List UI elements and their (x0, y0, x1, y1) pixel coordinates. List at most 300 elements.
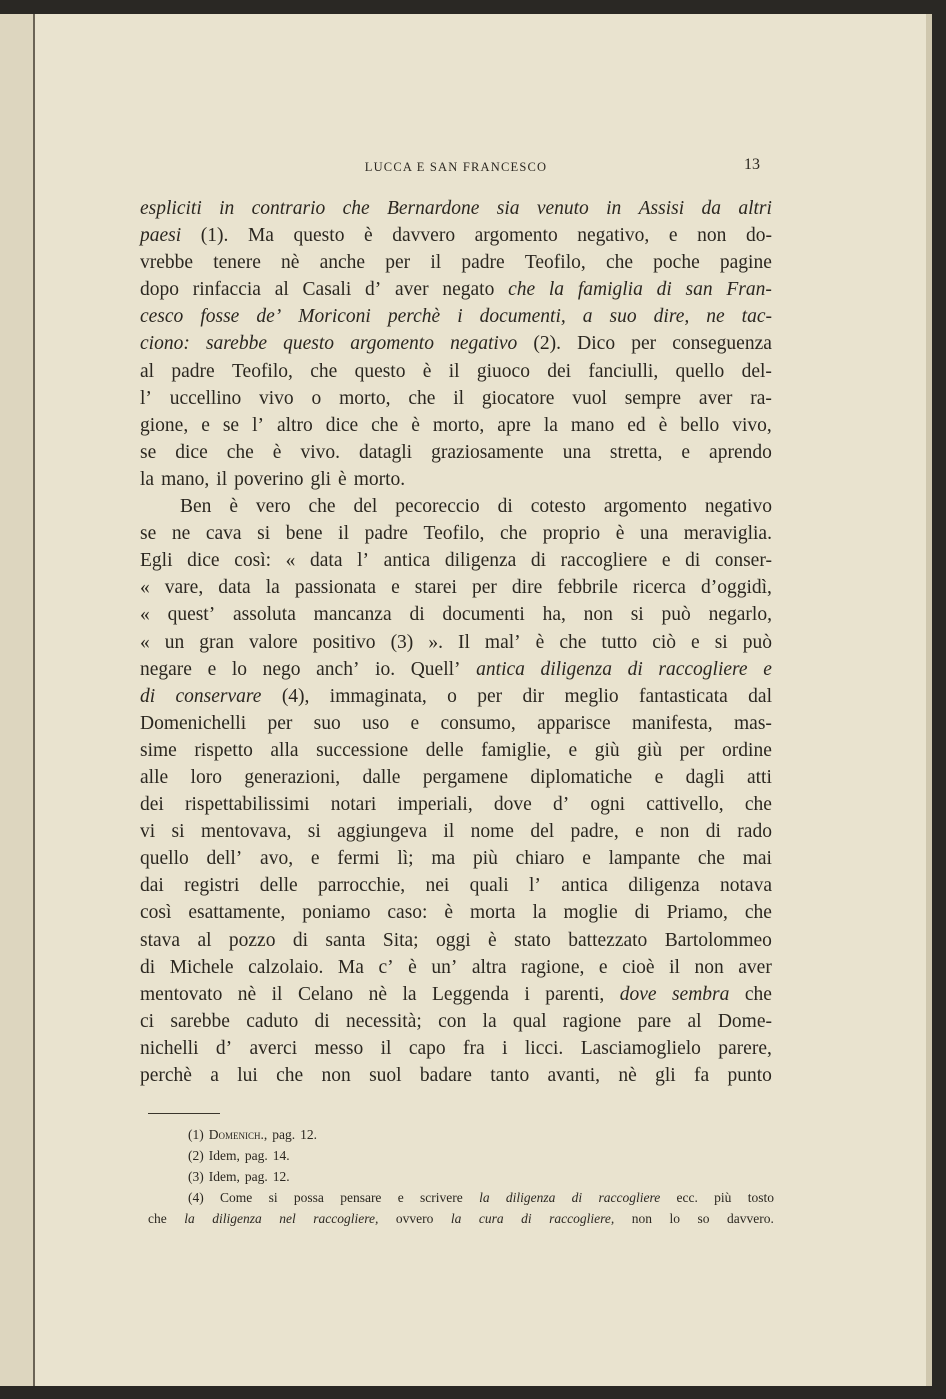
word: delle (425, 739, 464, 761)
word: la (184, 1211, 195, 1226)
word: registri (184, 875, 240, 897)
word: è (615, 523, 625, 545)
word: Il (457, 631, 470, 653)
word: febbrile (557, 577, 618, 599)
word: ecc. (676, 1190, 698, 1205)
word: di (140, 956, 156, 978)
word: che (310, 360, 338, 382)
word: a (582, 306, 593, 328)
word: « (140, 631, 150, 653)
word: la (140, 468, 155, 490)
word: il (380, 1037, 392, 1059)
word: e (397, 1190, 404, 1205)
word: Domenichelli (140, 712, 247, 734)
word: che (605, 252, 633, 274)
word: che (308, 496, 336, 518)
word: giuoco (476, 360, 530, 382)
text-line (140, 818, 772, 845)
word: la (543, 414, 558, 436)
word: altra (471, 956, 507, 978)
text-line (140, 629, 772, 656)
word: Dome- (717, 1010, 772, 1032)
word: consumo, (440, 712, 516, 734)
word: è (272, 441, 282, 463)
word: questo (283, 333, 335, 355)
word: Moriconi (298, 306, 371, 328)
word: lui (237, 1065, 258, 1086)
page-number: 13 (744, 156, 760, 173)
text-line (140, 1008, 772, 1035)
word: cava (205, 523, 242, 545)
word: dal (748, 685, 772, 707)
word: capo (408, 1037, 446, 1059)
word: Teofilo, (524, 252, 586, 274)
word: espliciti (140, 198, 202, 219)
page-header (140, 158, 772, 178)
word: punto (727, 1065, 772, 1086)
word: messo (314, 1037, 364, 1059)
word: parrocchie, (318, 875, 406, 897)
word: in (219, 198, 235, 219)
word: sembra (671, 983, 730, 1005)
word: Quell’ (410, 658, 461, 680)
word: è (411, 414, 420, 436)
word: pozzo (228, 929, 276, 951)
text-line (140, 656, 772, 683)
word: vero (255, 496, 291, 518)
word: graziosamente (431, 441, 544, 463)
word: loro (190, 766, 222, 788)
word: vrebbe (140, 252, 194, 274)
word: Priamo, (666, 902, 728, 924)
word: possa (293, 1190, 324, 1205)
word: oggi (435, 929, 471, 951)
word: de’ (256, 306, 282, 328)
word: sempre (624, 387, 682, 409)
text-line (140, 601, 772, 628)
word: e (568, 739, 578, 761)
word: pare (637, 1010, 672, 1032)
word: può (742, 631, 772, 653)
word: ma (431, 848, 456, 870)
word: moglie (563, 902, 618, 924)
word: davvero. (727, 1211, 774, 1226)
word: santa (325, 929, 366, 951)
word: ricerca (632, 577, 686, 599)
word: il (453, 387, 465, 409)
word: d’oggidì, (700, 577, 772, 599)
word: aprendo (709, 441, 772, 463)
word: paesi (140, 225, 182, 247)
word: starei (414, 577, 457, 599)
word: mentovato (140, 983, 223, 1005)
word: la (482, 1010, 497, 1032)
word: (2) (188, 1148, 204, 1163)
word: nego (262, 658, 301, 680)
word: e (391, 577, 400, 599)
body-text (140, 195, 772, 1089)
word: è (488, 929, 497, 951)
word: altri (738, 198, 772, 219)
word: lo (669, 1211, 681, 1226)
word: e (201, 414, 210, 436)
word: si (630, 604, 644, 626)
word: calzolaio. (248, 956, 324, 978)
word: ragione, (521, 956, 585, 978)
word: dopo (140, 279, 179, 301)
word: fantasticata (639, 685, 728, 707)
word: morto, (432, 414, 485, 436)
word: nichelli (140, 1037, 199, 1059)
word: nome (470, 821, 514, 843)
word: che (508, 279, 536, 301)
word: di (140, 685, 156, 707)
word: da (701, 198, 721, 219)
word: pecoreccio (395, 496, 480, 518)
word: dove (493, 794, 532, 816)
word: diplomatiche (530, 766, 633, 788)
text-line (140, 737, 772, 764)
word: cotesto (530, 496, 586, 518)
word: suo (313, 712, 341, 734)
word: a (210, 1065, 219, 1086)
word: per (631, 333, 657, 355)
word: morto, (339, 387, 391, 409)
word: badare (419, 1065, 472, 1086)
word: i (457, 306, 463, 328)
word: averci (249, 1037, 298, 1059)
word: fanciulli, (588, 360, 659, 382)
word: del (353, 496, 378, 518)
word: necessità; (345, 1010, 422, 1032)
word: c’ (378, 956, 394, 978)
word: di (705, 821, 721, 843)
word: diligenza (628, 875, 700, 897)
word: sime (140, 739, 177, 761)
word: Teofilo, (423, 523, 485, 545)
word: gran (199, 631, 234, 653)
word: che (148, 1211, 167, 1226)
footnotes (148, 1124, 774, 1229)
word: non (660, 821, 690, 843)
footnote-rule (148, 1113, 220, 1114)
word: (4), (281, 685, 310, 707)
word: diligenza (505, 1190, 556, 1205)
word: alle (140, 766, 169, 788)
word: e (654, 766, 664, 788)
word: così: (234, 550, 272, 572)
text-line (140, 466, 772, 493)
word: diligenza (540, 658, 613, 680)
word: nè (368, 983, 388, 1005)
word: una (562, 441, 591, 463)
word: vuol (572, 387, 607, 409)
word: non (697, 225, 727, 247)
word: si (268, 1190, 278, 1205)
text-line (140, 249, 772, 276)
word: pag. (244, 1148, 268, 1163)
word: pag. (272, 1127, 296, 1142)
word: dice (187, 550, 220, 572)
word: con (438, 1010, 467, 1032)
word: che (744, 794, 772, 816)
word: tosto (747, 1190, 774, 1205)
word: un’ (431, 956, 458, 978)
word: e (410, 712, 420, 734)
word: apre (497, 414, 531, 436)
word: apparisce (537, 712, 611, 734)
book-page (0, 14, 932, 1386)
word: datagli (359, 441, 413, 463)
word: pergamene (422, 766, 508, 788)
text-line (140, 791, 772, 818)
word: che (408, 387, 436, 409)
word: si (714, 631, 728, 653)
word: nè (281, 252, 300, 274)
word: stato (514, 929, 551, 951)
footnote-line (148, 1208, 774, 1229)
text-line (140, 385, 772, 412)
word: imperiali, (397, 794, 473, 816)
word: al (197, 929, 212, 951)
word: conser- (714, 550, 772, 572)
word: pag. (244, 1169, 268, 1184)
word: davvero (392, 225, 456, 247)
word: bello (680, 414, 720, 436)
word: è (535, 631, 545, 653)
word: del (530, 821, 555, 843)
word: dice (325, 414, 359, 436)
word: quello (140, 848, 189, 870)
word: padre, (570, 821, 619, 843)
word: che (500, 523, 528, 545)
word: 14. (272, 1148, 290, 1163)
word: d’ (365, 279, 382, 301)
word: per (267, 712, 293, 734)
word: la (450, 1211, 462, 1226)
word: di (314, 1010, 330, 1032)
word: poche (653, 252, 700, 274)
word: dire (511, 577, 543, 599)
word: che (697, 848, 725, 870)
word: che (559, 631, 587, 653)
word: nei (425, 875, 450, 897)
word: dir (522, 685, 545, 707)
word: lo (231, 658, 248, 680)
word: cattivello, (646, 794, 724, 816)
word: che (226, 441, 254, 463)
word: pagine (719, 252, 772, 274)
word: perchè (140, 1065, 192, 1086)
word: è (658, 414, 668, 436)
word: giocatore (481, 387, 555, 409)
word: ragione (562, 1010, 622, 1032)
word: notava (720, 875, 772, 897)
word: ». (428, 631, 443, 653)
word: vivo (259, 387, 294, 409)
word: fra (463, 1037, 485, 1059)
word: antica (561, 875, 608, 897)
word: in (606, 198, 622, 219)
word: vivo, (732, 414, 772, 436)
word: di (685, 550, 701, 572)
word: data (218, 577, 251, 599)
word: non (321, 1065, 351, 1086)
word: Celano (297, 983, 354, 1005)
word: tanto (490, 1065, 530, 1086)
word: gione, (140, 414, 189, 436)
word: mano (570, 414, 615, 436)
word: famiglie, (481, 739, 551, 761)
word: antica (476, 658, 525, 680)
word: la (402, 983, 417, 1005)
word: ed (627, 414, 646, 436)
word: se (140, 441, 157, 463)
word: rispettabilissimi (185, 794, 310, 816)
word: dai (140, 875, 164, 897)
word: mas- (734, 712, 772, 734)
word: raccogliere, (549, 1211, 615, 1226)
word: (4) (188, 1190, 204, 1205)
word: anche (319, 252, 366, 274)
word: per (385, 252, 411, 274)
word: e (310, 848, 320, 870)
word: i (524, 983, 530, 1005)
word: tutto (601, 631, 638, 653)
word: e (598, 956, 608, 978)
word: non (583, 604, 613, 626)
word: proprio (542, 523, 601, 545)
word: perchè (387, 306, 441, 328)
word: giù (594, 739, 620, 761)
word: per (471, 577, 497, 599)
word: quello (675, 360, 725, 382)
word: tac- (741, 306, 772, 328)
word: è (444, 902, 454, 924)
word: per (477, 685, 503, 707)
word: si (307, 821, 321, 843)
word: una (639, 523, 669, 545)
word: aggiungeva (337, 821, 428, 843)
word: fa (693, 1065, 710, 1086)
word: negato (442, 279, 495, 301)
word: e (763, 658, 772, 680)
word: e (691, 631, 700, 653)
word: dire, (653, 306, 690, 328)
word: stava (140, 929, 181, 951)
word: per (679, 739, 705, 761)
word: avanti, (547, 1065, 601, 1086)
word: Egli (140, 550, 173, 572)
word: vivo. (300, 441, 340, 463)
text-line (140, 683, 772, 710)
word: dove (619, 983, 657, 1005)
word: battezzato (568, 929, 648, 951)
word: scrivere (420, 1190, 463, 1205)
word: stretta, (609, 441, 663, 463)
word: più (714, 1190, 732, 1205)
word: positivo (312, 631, 376, 653)
word: assoluta (233, 604, 296, 626)
word: vare, (164, 577, 204, 599)
word: Dico (577, 333, 616, 355)
word: so (697, 1211, 710, 1226)
word: ci (140, 1010, 155, 1032)
word: passionata (294, 577, 377, 599)
word: raccogliere (598, 1190, 661, 1205)
word: generazioni, (244, 766, 341, 788)
word: raccogliere, (313, 1211, 379, 1226)
word: pensare (340, 1190, 382, 1205)
word: argomento (350, 333, 434, 355)
word: Idem, (208, 1169, 240, 1184)
word: morto. (353, 468, 406, 490)
text-line (140, 981, 772, 1008)
word: di (656, 279, 672, 301)
text-line (140, 439, 772, 466)
word: negativo (704, 496, 772, 518)
word: san (685, 279, 713, 301)
word: di (571, 1190, 583, 1205)
word: e (668, 225, 678, 247)
word: Assisi (638, 198, 685, 219)
word: Michele (169, 956, 234, 978)
word: licci. (524, 1037, 564, 1059)
text-line (140, 412, 772, 439)
word: io. (375, 658, 396, 680)
word: anch’ (316, 658, 360, 680)
footnote-line (148, 1166, 774, 1187)
word: manifesta, (632, 712, 713, 734)
word: ordine (722, 739, 772, 761)
word: (3) (390, 631, 414, 653)
word: ha, (542, 604, 566, 626)
text-line (140, 520, 772, 547)
word: successione (316, 739, 409, 761)
word: rinfaccia (192, 279, 261, 301)
word: ra- (750, 387, 772, 409)
word: mai (742, 848, 772, 870)
word: delle (259, 875, 298, 897)
word: o (311, 387, 322, 409)
word: che (371, 414, 399, 436)
running-title: LUCCA E SAN FRANCESCO (364, 160, 548, 174)
word: il (448, 360, 460, 382)
word: sarebbe (205, 333, 267, 355)
word: la (548, 279, 565, 301)
word: la (265, 577, 280, 599)
word: vi (140, 821, 156, 843)
word: l’ (252, 414, 264, 436)
word: poverino (234, 468, 304, 490)
word: il (443, 821, 455, 843)
word: può (661, 604, 691, 626)
text-line (140, 1062, 772, 1089)
word: suo (609, 306, 637, 328)
text-line (140, 574, 772, 601)
word: Domenich., (208, 1127, 268, 1142)
word: uccellino (169, 387, 242, 409)
word: argomento (603, 496, 687, 518)
word: giù (637, 739, 663, 761)
word: raccogliere (658, 658, 748, 680)
word: di (530, 550, 547, 572)
word: o (447, 685, 457, 707)
word: sarebbe (170, 1010, 230, 1032)
word: « (140, 604, 150, 626)
word: bene (285, 523, 323, 545)
word: quest’ (167, 604, 216, 626)
